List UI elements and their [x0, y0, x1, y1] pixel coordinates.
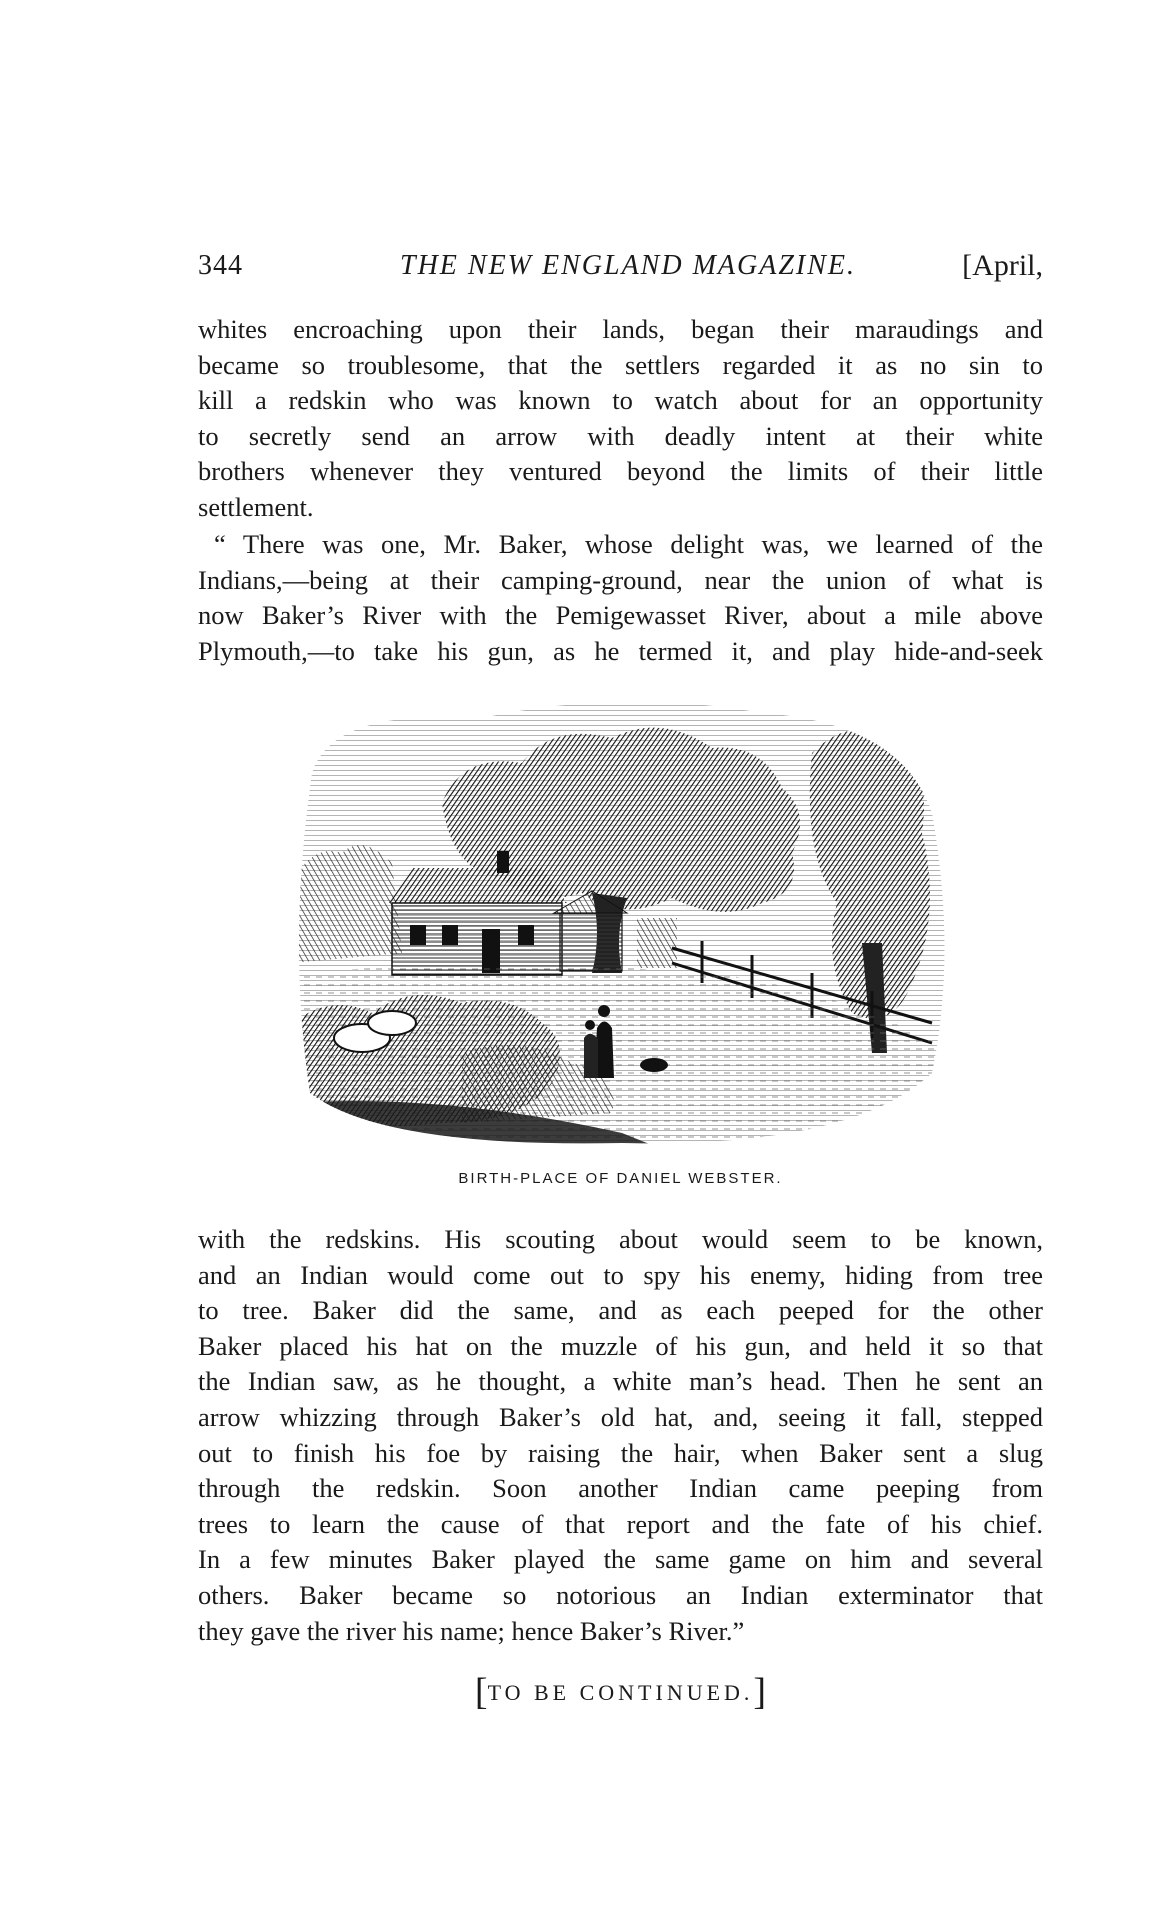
continued-text: TO BE CONTINUED.: [487, 1680, 754, 1705]
text-line: whites encroaching upon their lands, began their maraudings and: [198, 314, 1043, 344]
text-line: became so troublesome, that the settlers regarded it as no sin to: [198, 349, 1043, 380]
running-head: [198, 246, 1043, 286]
text-line: Baker placed his hat on the muzzle of his gun, and held it so that: [198, 1330, 1043, 1361]
page-number: 344: [198, 250, 243, 281]
text-line: to tree. Baker did the same, and as each peeped for the other: [198, 1295, 1043, 1326]
text-line: and an Indian would come out to spy his enemy, hiding from tree: [198, 1259, 1043, 1290]
text-line: Indians,—being at their camping-ground, near the union of what is: [198, 564, 1043, 595]
text-line: through the redskin. Soon another Indian came peeping from: [198, 1473, 1043, 1504]
issue-month: [April,: [962, 249, 1043, 282]
text-line: to secretly send an arrow with deadly intent at their white: [198, 420, 1043, 451]
text-line: In a few minutes Baker played the same game on him and several: [198, 1544, 1043, 1575]
magazine-title: THE NEW ENGLAND MAGAZINE.: [400, 250, 856, 281]
text-line: “ There was one, Mr. Baker, whose delight was, we learned of the: [214, 529, 1043, 559]
text-line: arrow whizzing through Baker’s old hat, and, seeing it fall, stepped: [198, 1401, 1043, 1432]
text-line: brothers whenever they ventured beyond the limits of their little: [198, 456, 1043, 487]
text-line: kill a redskin who was known to watch about for an opportunity: [198, 385, 1043, 416]
open-bracket: [: [474, 1671, 488, 1713]
text-line: others. Baker became so notorious an Indian exterminator that: [198, 1579, 1043, 1610]
figure-caption: BIRTH-PLACE OF DANIEL WEBSTER.: [458, 1170, 783, 1187]
paragraph-1: [198, 312, 1043, 526]
paragraph-3: [198, 1222, 1043, 1649]
to-be-continued: [198, 1672, 1043, 1713]
text-line: now Baker’s River with the Pemigewasset River, about a mile above: [198, 600, 1043, 631]
text-line: out to finish his foe by raising the hair, when Baker sent a slug: [198, 1437, 1043, 1468]
close-bracket: ]: [753, 1671, 767, 1713]
text-line: they gave the river his name; hence Baker’s River.”: [198, 1615, 745, 1646]
text-line: trees to learn the cause of that report and the fate of his chief.: [198, 1508, 1043, 1539]
engraving-illustration: [292, 693, 952, 1153]
text-line: the Indian saw, as he thought, a white man’s head. Then he sent an: [198, 1366, 1043, 1397]
text-line: with the redskins. His scouting about would seem to be known,: [198, 1224, 1043, 1254]
paragraph-2: [198, 527, 1043, 669]
text-line: Plymouth,—to take his gun, as he termed it, and play hide-and-seek: [198, 635, 1043, 666]
text-line: settlement.: [198, 491, 314, 522]
